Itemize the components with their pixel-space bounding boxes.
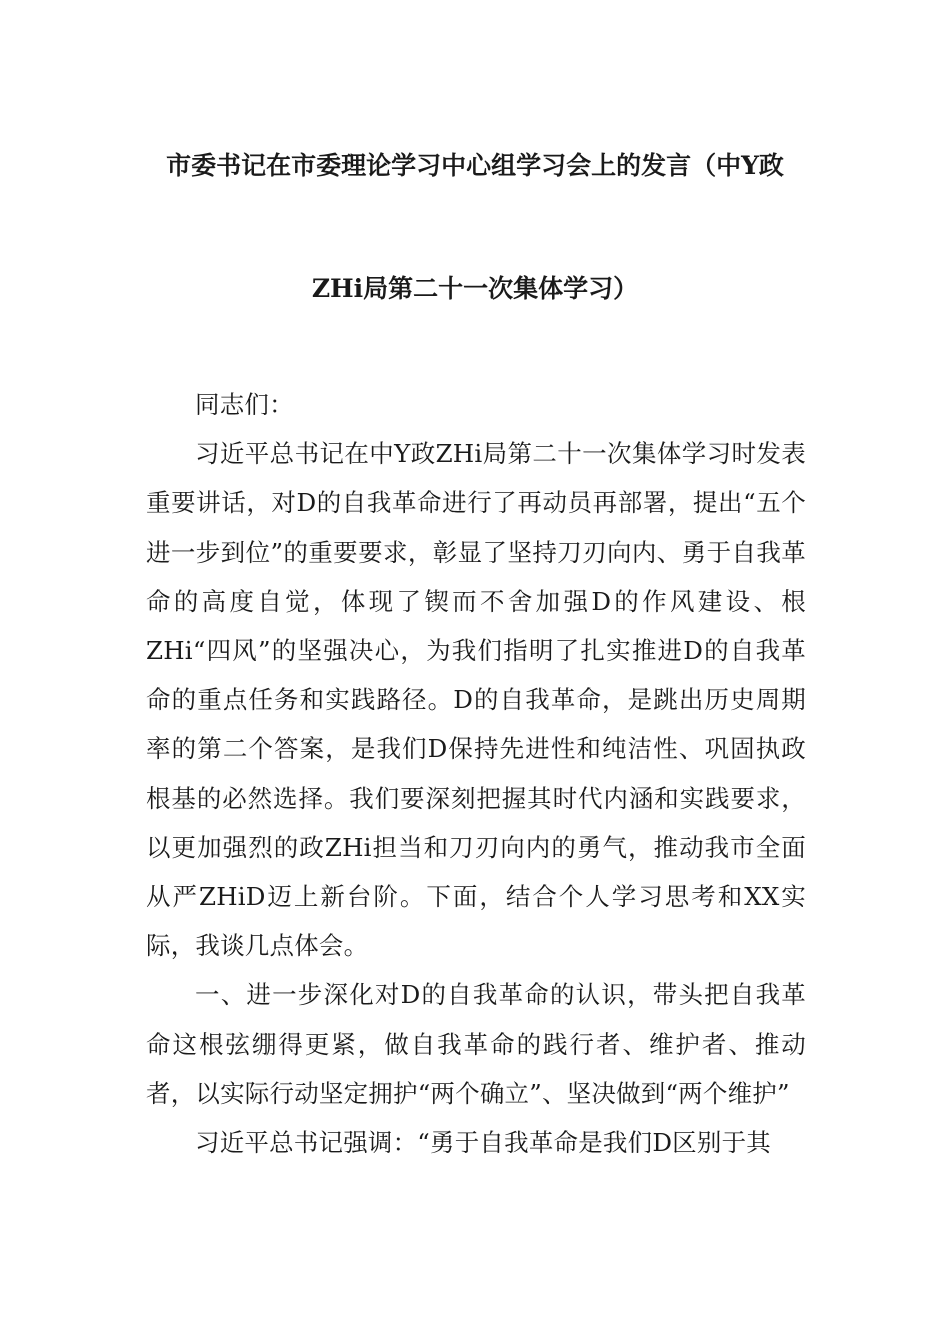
intro-paragraph: 习近平总书记在中Y政ZHi局第二十一次集体学习时发表重要讲话，对D的自我革命进行了再动员再部署，提出“五个进一步到位”的重要要求，彰显了坚持刀刃向内、勇于自我革命的高度自觉，体现了锲而不舍加强D的作风建设、根ZHi“四风”的坚强决心，为我们指明了扎实推进D的自我革命的重点任务和实践路径。D的自我革命，是跳出历史周期率的第二个答案，是我们D保持先进性和纯洁性、巩固执政根基的必然选择。我们要深刻把握其时代内涵和实践要求，以更加强烈的政ZHi担当和刀刃向内的勇气，推动我市全面从严ZHiD迈上新台阶。下面，结合个人学习思考和XX实际，我谈几点体会。 <box>146 439 806 961</box>
quote-paragraph: 习近平总书记强调：“勇于自我革命是我们D区别于其 <box>195 1128 771 1158</box>
document-body <box>146 380 806 1167</box>
document-title-line-2: ZHi局第二十一次集体学习） <box>311 274 639 303</box>
section-one-heading-paragraph: 一、进一步深化对D的自我革命的认识，带头把自我革命这根弦绷得更紧，做自我革命的践行者、维护者、推动者，以实际行动坚定拥护“两个确立”、坚决做到“两个维护” <box>146 980 806 1108</box>
salutation-paragraph: 同志们： <box>195 390 294 419</box>
document-title-line-1: 市委书记在市委理论学习中心组学习会上的发言（中Y政 <box>166 151 784 180</box>
